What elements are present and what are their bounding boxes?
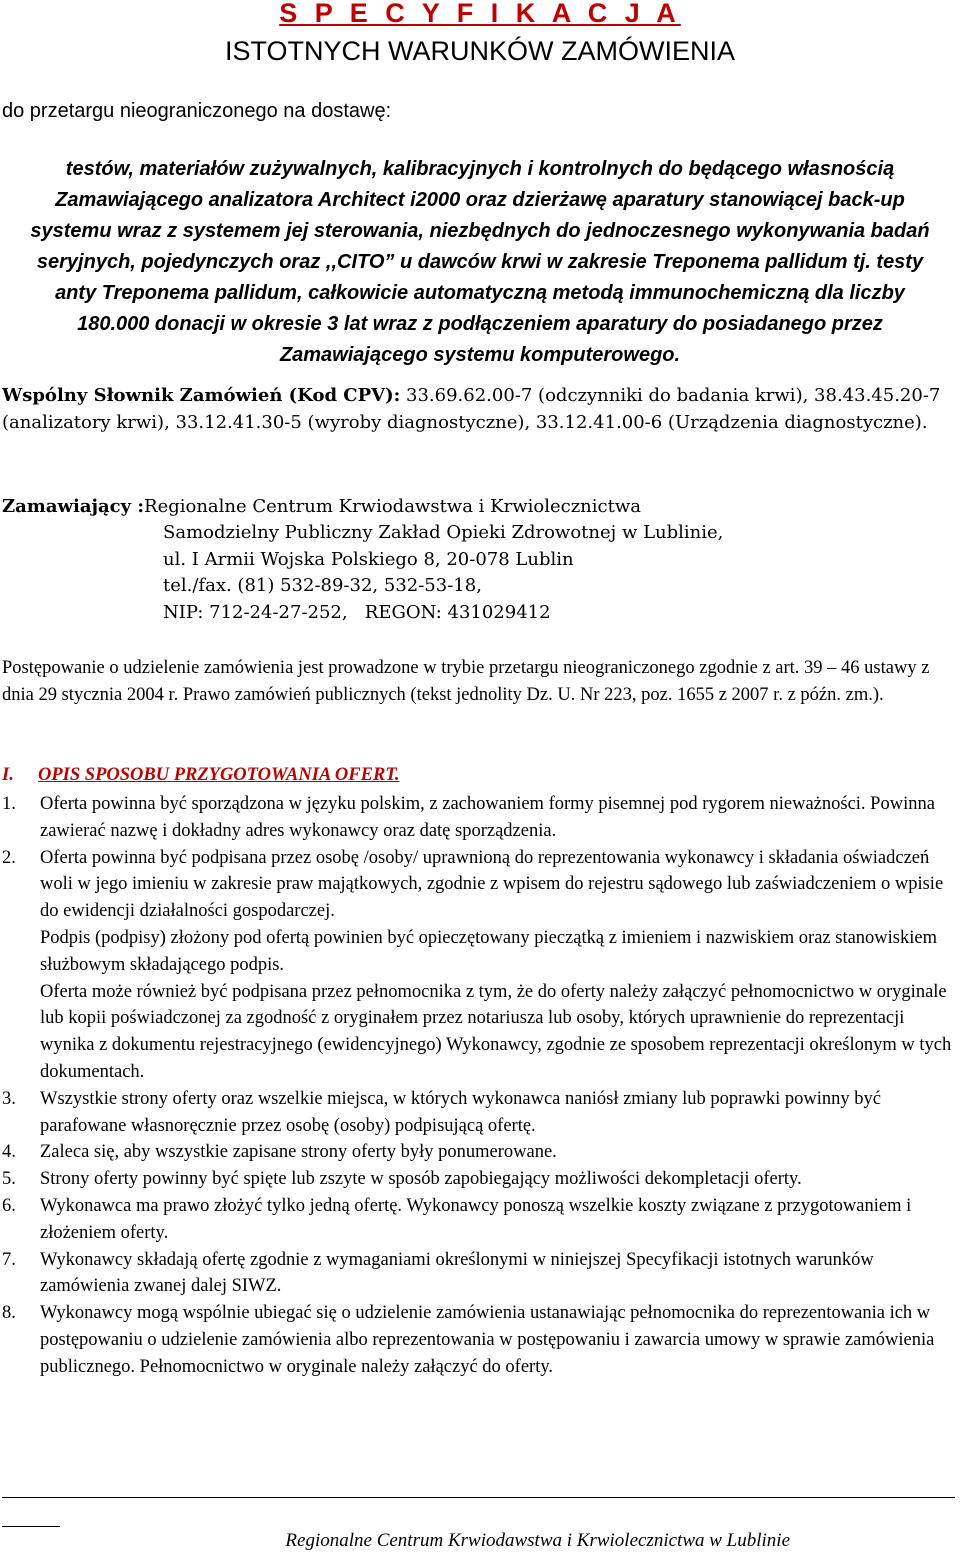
document-title: S P E C Y F I K A C J A — [279, 0, 681, 28]
list-item-number: 8. — [2, 1303, 16, 1324]
contracting-authority-details — [163, 520, 723, 626]
authority-address: ul. I Armii Wojska Polskiego 8, 20-078 Lublin — [163, 548, 574, 570]
list-item-number: 2. — [2, 847, 16, 868]
list-item-text: Oferta może również być podpisana przez pełnomocnika z tym, że do oferty należy załączyć pełnomocnictwo w oryginale lub kopii poświadczonej za zgodność z oryginałem przez notariusza lub osoby, których uprawnienie do reprezentacji wynika z dokumentu rejestracyjnego (ewidencyjnego) Wykonawcy, zgodnie ze sposobem reprezentacji określonym w tych dokumentach. — [40, 981, 952, 1082]
requirements-list — [2, 791, 952, 1381]
list-item-text: Wykonawcy składają ofertę zgodnie z wymaganiami określonymi w niniejszej Specyfikacji istotnych warunków zamówienia zwanej dalej SIWZ. — [40, 1249, 874, 1297]
list-item-text: Zaleca się, aby wszystkie zapisane strony oferty były ponumerowane. — [40, 1142, 557, 1163]
list-item — [2, 1300, 952, 1380]
list-item-number: 5. — [2, 1169, 16, 1190]
list-item-number: 1. — [2, 794, 16, 814]
list-item-text: Wykonawca ma prawo złożyć tylko jedną ofertę. Wykonawcy ponoszą wszelkie koszty związane z przygotowaniem i złożeniem oferty. — [40, 1195, 912, 1243]
page-footer: Regionalne Centrum Krwiodawstwa i Krwiolecznictwa w Lublinie — [285, 1530, 790, 1551]
authority-line-2: Samodzielny Publiczny Zakład Opieki Zdrowotnej w Lublinie, — [163, 522, 724, 543]
cpv-label: Wspólny Słownik Zamówień (Kod CPV): — [2, 385, 401, 406]
contracting-authority-first-line — [2, 493, 641, 520]
list-item-text: Wykonawcy mogą wspólnie ubiegać się o udzielenie zamówienia ustanawiając pełnomocnika do reprezentowania ich w postępowaniu o udzielenie zamówienia albo reprezentowania w postępowaniu i zawarcia umowy w sprawie zamówienia publicznego. Pełnomocnictwo w oryginale należy załączyć do oferty. — [40, 1303, 935, 1377]
procedure-paragraph: Postępowanie o udzielenie zamówienia jest prowadzone w trybie przetargu nieograniczonego zgodnie z art. 39 – 46 ustawy z dnia 29 stycznia 2004 r. Prawo zamówień publicznych (tekst jednolity Dz. U. Nr 223, poz. 1655 z 2007 r. z późn. zm.). — [2, 658, 930, 705]
cpv-paragraph — [2, 382, 942, 436]
list-item — [2, 1193, 952, 1247]
list-item-number: 7. — [2, 1249, 16, 1270]
document-subtitle: ISTOTNYCH WARUNKÓW ZAMÓWIENIA — [225, 36, 735, 66]
authority-phone: tel./fax. (81) 532-89-32, 532-53-18, — [163, 575, 482, 596]
authority-ids: NIP: 712-24-27-252, REGON: 431029412 — [163, 601, 551, 623]
list-item-text: Wszystkie strony oferty oraz wszelkie miejsca, w których wykonawca naniósł zmiany lub poprawki powinny być parafowane własnoręcznie przez osobę (osoby) podpisującą ofertę. — [40, 1088, 882, 1136]
list-item — [2, 1086, 952, 1140]
cpv-codes: 33.69.62.00-7 (odczynniki do badania krwi), 38.43.45.20-7 (analizatory krwi), 33.12.41.30-5 (wyroby diagnostyczne), 33.12.41.00-6 (Urządzenia diagnostyczne). — [2, 385, 941, 433]
intro-line: do przetargu nieograniczonego na dostawę: — [2, 100, 392, 122]
section-number: I. — [2, 765, 14, 785]
list-item — [2, 791, 952, 845]
list-item-text: Strony oferty powinny być spięte lub zszyte w sposób zapobiegający możliwości dekompletacji oferty. — [40, 1169, 802, 1190]
footer-divider-short — [2, 1526, 60, 1527]
section-title: OPIS SPOSOBU PRZYGOTOWANIA OFERT. — [38, 765, 400, 785]
list-item-text: Oferta powinna być sporządzona w języku polskim, z zachowaniem formy pisemnej pod rygorem nieważności. Powinna zawierać nazwę i dokładny adres wykonawcy oraz datę sporządzenia. — [40, 794, 935, 841]
section-heading — [2, 765, 400, 786]
list-item — [2, 1139, 952, 1166]
list-item-number: 3. — [2, 1088, 16, 1109]
list-item-number: 6. — [2, 1195, 16, 1216]
contracting-authority-label: Zamawiający : — [2, 496, 145, 517]
list-item — [2, 1247, 952, 1301]
list-item — [2, 845, 952, 1086]
footer-divider — [2, 1497, 955, 1498]
list-item-number: 4. — [2, 1142, 16, 1163]
contracting-authority-name: Regionalne Centrum Krwiodawstwa i Krwiolecznictwa — [144, 496, 641, 517]
list-item — [2, 1166, 952, 1193]
list-item-text: Oferta powinna być podpisana przez osobę /osoby/ uprawnioną do reprezentowania wykonawcy i składania oświadczeń woli w jego imieniu w zakresie praw majątkowych, zgodnie z wpisem do rejestru sądowego lub zaświadczeniem o wpisie do ewidencji działalności gospodarczej. — [40, 847, 944, 922]
list-item-text: Podpis (podpisy) złożony pod ofertą powinien być opieczętowany pieczątką z imieniem i nazwiskiem oraz stanowiskiem służbowym składającego podpis. — [40, 927, 937, 975]
subject-paragraph: testów, materiałów zużywalnych, kalibracyjnych i kontrolnych do będącego własnością Zamawiającego analizatora Architect i2000 oraz dzierżawę aparatury stanowiącej back-up systemu wraz z systemem jej sterowania, niezbędnych do jednoczesnego wykonywania badań seryjnych, pojedynczych oraz ,,CITO” u dawców krwi w zakresie Treponema pallidum tj. testy anty Treponema pallidum, całkowicie automatyczną metodą immunochemiczną dla liczby 180.000 donacji w okresie 3 lat wraz z podłączeniem aparatury do posiadanego przez Zamawiającego systemu komputerowego. — [30, 158, 930, 366]
